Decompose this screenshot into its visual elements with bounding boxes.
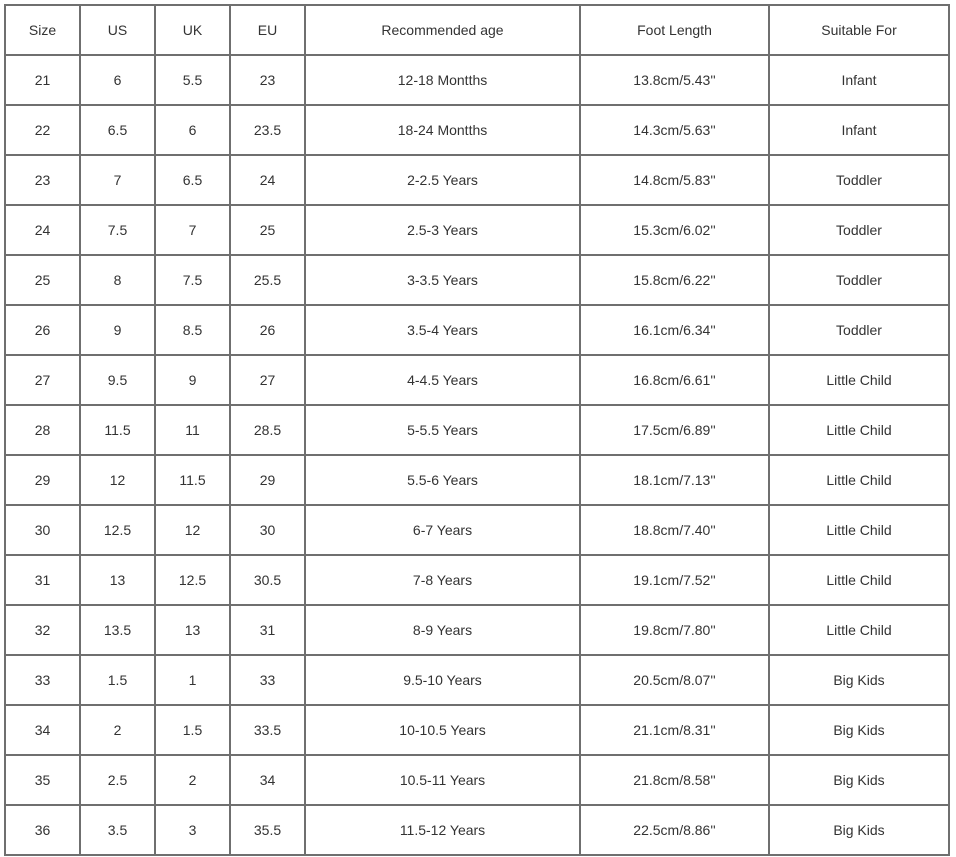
cell-size: 27 (6, 356, 79, 404)
table-row (6, 256, 948, 304)
cell-suitable-for: Big Kids (770, 806, 948, 854)
cell-foot-length: 22.5cm/8.86'' (581, 806, 768, 854)
cell-recommended-age: 5-5.5 Years (306, 406, 579, 454)
cell-us: 7 (81, 156, 154, 204)
table-row (6, 156, 948, 204)
cell-us: 12 (81, 456, 154, 504)
cell-us: 13.5 (81, 606, 154, 654)
cell-us: 9 (81, 306, 154, 354)
cell-suitable-for: Little Child (770, 606, 948, 654)
cell-foot-length: 16.1cm/6.34'' (581, 306, 768, 354)
cell-eu: 30 (231, 506, 304, 554)
cell-uk: 13 (156, 606, 229, 654)
cell-eu: 23 (231, 56, 304, 104)
cell-eu: 33 (231, 656, 304, 704)
cell-recommended-age: 4-4.5 Years (306, 356, 579, 404)
cell-recommended-age: 2.5-3 Years (306, 206, 579, 254)
cell-suitable-for: Toddler (770, 156, 948, 204)
cell-uk: 6 (156, 106, 229, 154)
cell-size: 36 (6, 806, 79, 854)
cell-foot-length: 21.8cm/8.58'' (581, 756, 768, 804)
cell-eu: 35.5 (231, 806, 304, 854)
cell-uk: 1 (156, 656, 229, 704)
cell-recommended-age: 7-8 Years (306, 556, 579, 604)
cell-eu: 28.5 (231, 406, 304, 454)
cell-recommended-age: 11.5-12 Years (306, 806, 579, 854)
header-foot-length: Foot Length (581, 6, 768, 54)
cell-suitable-for: Big Kids (770, 656, 948, 704)
cell-us: 3.5 (81, 806, 154, 854)
cell-size: 28 (6, 406, 79, 454)
header-size: Size (6, 6, 79, 54)
cell-us: 2 (81, 706, 154, 754)
cell-recommended-age: 5.5-6 Years (306, 456, 579, 504)
cell-size: 35 (6, 756, 79, 804)
header-us: US (81, 6, 154, 54)
cell-us: 13 (81, 556, 154, 604)
cell-foot-length: 17.5cm/6.89'' (581, 406, 768, 454)
cell-foot-length: 15.8cm/6.22'' (581, 256, 768, 304)
cell-suitable-for: Little Child (770, 406, 948, 454)
cell-recommended-age: 6-7 Years (306, 506, 579, 554)
table-row (6, 806, 948, 854)
cell-uk: 2 (156, 756, 229, 804)
cell-uk: 7.5 (156, 256, 229, 304)
size-chart (4, 4, 950, 856)
cell-size: 24 (6, 206, 79, 254)
cell-uk: 11.5 (156, 456, 229, 504)
table-row (6, 556, 948, 604)
header-eu: EU (231, 6, 304, 54)
cell-eu: 26 (231, 306, 304, 354)
cell-uk: 9 (156, 356, 229, 404)
size-table (4, 4, 950, 856)
table-row (6, 706, 948, 754)
cell-us: 11.5 (81, 406, 154, 454)
cell-eu: 33.5 (231, 706, 304, 754)
table-row (6, 206, 948, 254)
cell-foot-length: 13.8cm/5.43'' (581, 56, 768, 104)
cell-eu: 34 (231, 756, 304, 804)
cell-eu: 31 (231, 606, 304, 654)
cell-foot-length: 14.8cm/5.83'' (581, 156, 768, 204)
table-row (6, 356, 948, 404)
table-row (6, 56, 948, 104)
cell-eu: 24 (231, 156, 304, 204)
cell-uk: 8.5 (156, 306, 229, 354)
cell-foot-length: 16.8cm/6.61'' (581, 356, 768, 404)
cell-suitable-for: Little Child (770, 356, 948, 404)
table-row (6, 106, 948, 154)
cell-us: 1.5 (81, 656, 154, 704)
table-row (6, 656, 948, 704)
cell-uk: 5.5 (156, 56, 229, 104)
cell-uk: 3 (156, 806, 229, 854)
header-suitable-for: Suitable For (770, 6, 948, 54)
cell-uk: 11 (156, 406, 229, 454)
cell-eu: 23.5 (231, 106, 304, 154)
cell-recommended-age: 10-10.5 Years (306, 706, 579, 754)
cell-us: 2.5 (81, 756, 154, 804)
cell-suitable-for: Toddler (770, 306, 948, 354)
cell-eu: 29 (231, 456, 304, 504)
cell-suitable-for: Little Child (770, 556, 948, 604)
cell-suitable-for: Big Kids (770, 756, 948, 804)
cell-foot-length: 15.3cm/6.02'' (581, 206, 768, 254)
cell-size: 34 (6, 706, 79, 754)
cell-suitable-for: Little Child (770, 456, 948, 504)
cell-recommended-age: 12-18 Montths (306, 56, 579, 104)
cell-size: 23 (6, 156, 79, 204)
cell-uk: 1.5 (156, 706, 229, 754)
table-row (6, 406, 948, 454)
table-row (6, 306, 948, 354)
cell-recommended-age: 2-2.5 Years (306, 156, 579, 204)
cell-us: 9.5 (81, 356, 154, 404)
header-recommended-age: Recommended age (306, 6, 579, 54)
cell-us: 12.5 (81, 506, 154, 554)
table-row (6, 606, 948, 654)
cell-size: 32 (6, 606, 79, 654)
cell-us: 6 (81, 56, 154, 104)
cell-uk: 7 (156, 206, 229, 254)
cell-size: 25 (6, 256, 79, 304)
cell-uk: 12 (156, 506, 229, 554)
cell-recommended-age: 9.5-10 Years (306, 656, 579, 704)
header-row (6, 6, 948, 54)
cell-foot-length: 21.1cm/8.31'' (581, 706, 768, 754)
cell-recommended-age: 3.5-4 Years (306, 306, 579, 354)
table-row (6, 756, 948, 804)
cell-recommended-age: 18-24 Montths (306, 106, 579, 154)
cell-uk: 12.5 (156, 556, 229, 604)
cell-eu: 30.5 (231, 556, 304, 604)
cell-eu: 25.5 (231, 256, 304, 304)
cell-foot-length: 14.3cm/5.63'' (581, 106, 768, 154)
cell-size: 29 (6, 456, 79, 504)
cell-suitable-for: Toddler (770, 256, 948, 304)
cell-size: 30 (6, 506, 79, 554)
header-uk: UK (156, 6, 229, 54)
cell-size: 22 (6, 106, 79, 154)
cell-foot-length: 18.8cm/7.40'' (581, 506, 768, 554)
cell-eu: 27 (231, 356, 304, 404)
cell-foot-length: 20.5cm/8.07'' (581, 656, 768, 704)
table-row (6, 456, 948, 504)
cell-recommended-age: 3-3.5 Years (306, 256, 579, 304)
cell-us: 7.5 (81, 206, 154, 254)
cell-us: 8 (81, 256, 154, 304)
cell-size: 26 (6, 306, 79, 354)
cell-size: 33 (6, 656, 79, 704)
cell-foot-length: 18.1cm/7.13'' (581, 456, 768, 504)
cell-suitable-for: Infant (770, 106, 948, 154)
table-row (6, 506, 948, 554)
cell-suitable-for: Big Kids (770, 706, 948, 754)
cell-recommended-age: 10.5-11 Years (306, 756, 579, 804)
cell-us: 6.5 (81, 106, 154, 154)
cell-size: 21 (6, 56, 79, 104)
cell-recommended-age: 8-9 Years (306, 606, 579, 654)
cell-eu: 25 (231, 206, 304, 254)
cell-suitable-for: Toddler (770, 206, 948, 254)
cell-suitable-for: Infant (770, 56, 948, 104)
cell-foot-length: 19.1cm/7.52'' (581, 556, 768, 604)
cell-size: 31 (6, 556, 79, 604)
cell-uk: 6.5 (156, 156, 229, 204)
cell-suitable-for: Little Child (770, 506, 948, 554)
cell-foot-length: 19.8cm/7.80'' (581, 606, 768, 654)
